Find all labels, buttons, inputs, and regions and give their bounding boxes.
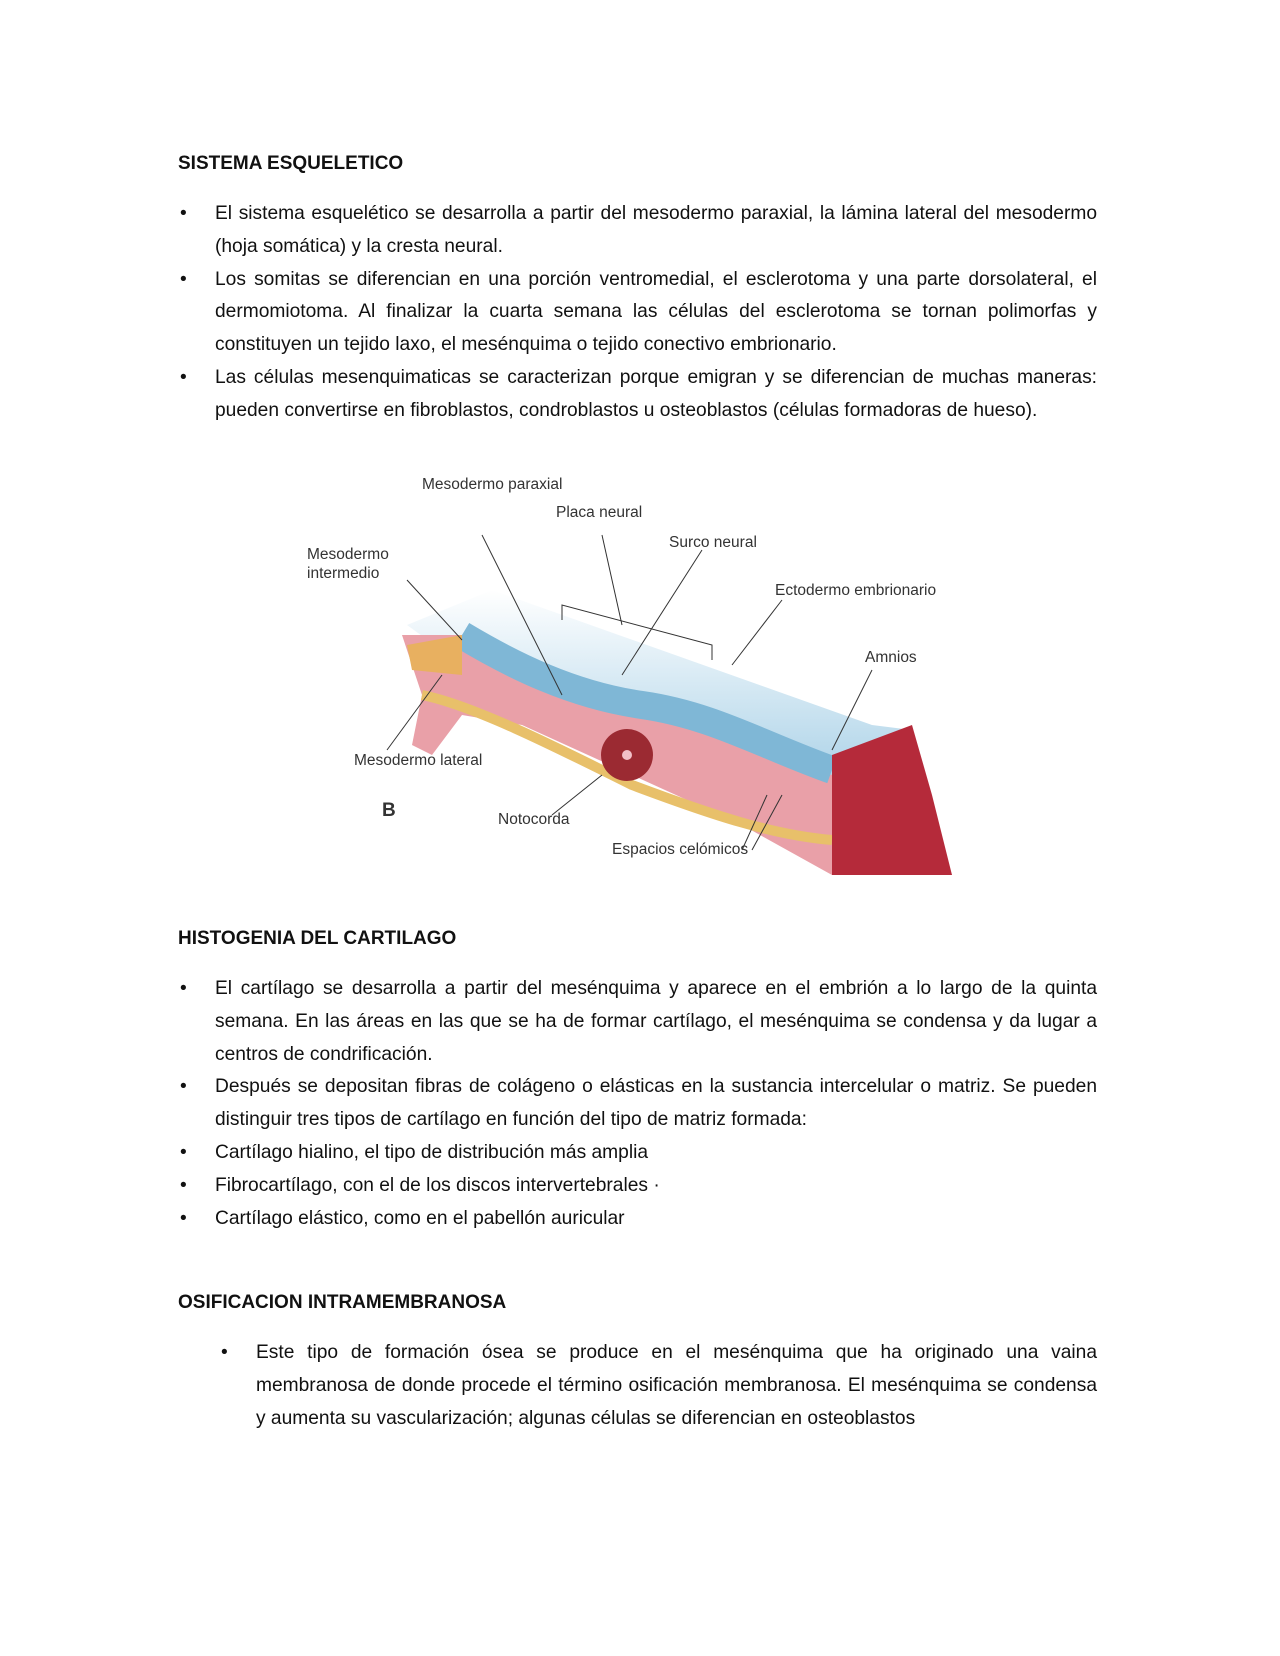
list-item: • Cartílago hialino, el tipo de distribución más amplia — [178, 1137, 1097, 1170]
bullet-icon: • — [180, 203, 187, 224]
list-item: • Cartílago elástico, como en el pabellón auricular — [178, 1203, 1097, 1236]
heading-histogenia-cartilago: HISTOGENIA DEL CARTILAGO — [178, 928, 457, 949]
heading-sistema-esqueletico: SISTEMA ESQUELETICO — [178, 153, 404, 174]
list-item: • Los somitas se diferencian en una porción ventromedial, el esclerotoma y una parte dorsolateral, el dermomiotoma. Al finalizar la cuarta semana las células del esclerotoma se tornan polimorfas y constituyen un tejido laxo, el mesénquima o tejido conectivo embrionario. — [178, 264, 1097, 362]
label-espacios-celomicos: Espacios celómicos — [612, 841, 749, 858]
bullet-icon: • — [180, 1141, 187, 1163]
list-item: • El sistema esquelético se desarrolla a partir del mesodermo paraxial, la lámina lateral del mesodermo (hoja somática) y la cresta neural. — [178, 198, 1097, 264]
bullet-icon: • — [221, 1342, 228, 1363]
label-ectodermo-embrionario: Ectodermo embrionario — [775, 582, 937, 599]
bullet-icon: • — [180, 366, 187, 388]
list-item: • Las células mesenquimaticas se caracterizan porque emigran y se diferencian de muchas maneras: pueden convertirse en fibroblastos, condroblastos u osteoblastos (células formadoras de hueso). — [178, 362, 1097, 428]
embryo-figure — [307, 476, 992, 905]
label-notocorda: Notocorda — [498, 811, 570, 828]
label-surco-neural: Surco neural — [669, 534, 757, 551]
bullet-icon: • — [180, 978, 187, 999]
bullet-icon: • — [180, 268, 187, 290]
bullet-list-1 — [178, 198, 1097, 428]
label-mesodermo-paraxial: Mesodermo paraxial — [422, 476, 563, 493]
bullet-icon: • — [180, 1207, 187, 1229]
bullet-icon: • — [180, 1174, 187, 1196]
bullet-list-2 — [178, 973, 1097, 1235]
bullet-list-3 — [219, 1337, 1097, 1435]
bullet-icon: • — [180, 1076, 187, 1098]
list-item: • Después se depositan fibras de colágeno o elásticas en la sustancia intercelular o matriz. Se pueden distinguir tres tipos de cartílago en función del tipo de matriz formada: — [178, 1071, 1097, 1137]
label-amnios: Amnios — [865, 649, 917, 666]
list-item: • Este tipo de formación ósea se produce en el mesénquima que ha originado una vaina membranosa de donde procede el término osificación membranosa. El mesénquima se condensa y aumenta su vascularización; algunas células se diferencian en osteoblastos — [219, 1337, 1097, 1435]
list-item: • Fibrocartílago, con el de los discos intervertebrales · — [178, 1170, 1097, 1203]
label-mesodermo-intermedio: Mesodermo intermedio — [307, 546, 389, 582]
heading-osificacion-intramembranosa: OSIFICACION INTRAMEMBRANOSA — [178, 1292, 507, 1313]
label-mesodermo-lateral: Mesodermo lateral — [354, 752, 483, 769]
label-panel-b: B — [382, 800, 396, 821]
label-placa-neural: Placa neural — [556, 504, 643, 521]
list-item: • El cartílago se desarrolla a partir del mesénquima y aparece en el embrión a lo largo de la quinta semana. En las áreas en las que se ha de formar cartílago, el mesénquima se condensa y da lugar a centros de condrificación. — [178, 973, 1097, 1071]
